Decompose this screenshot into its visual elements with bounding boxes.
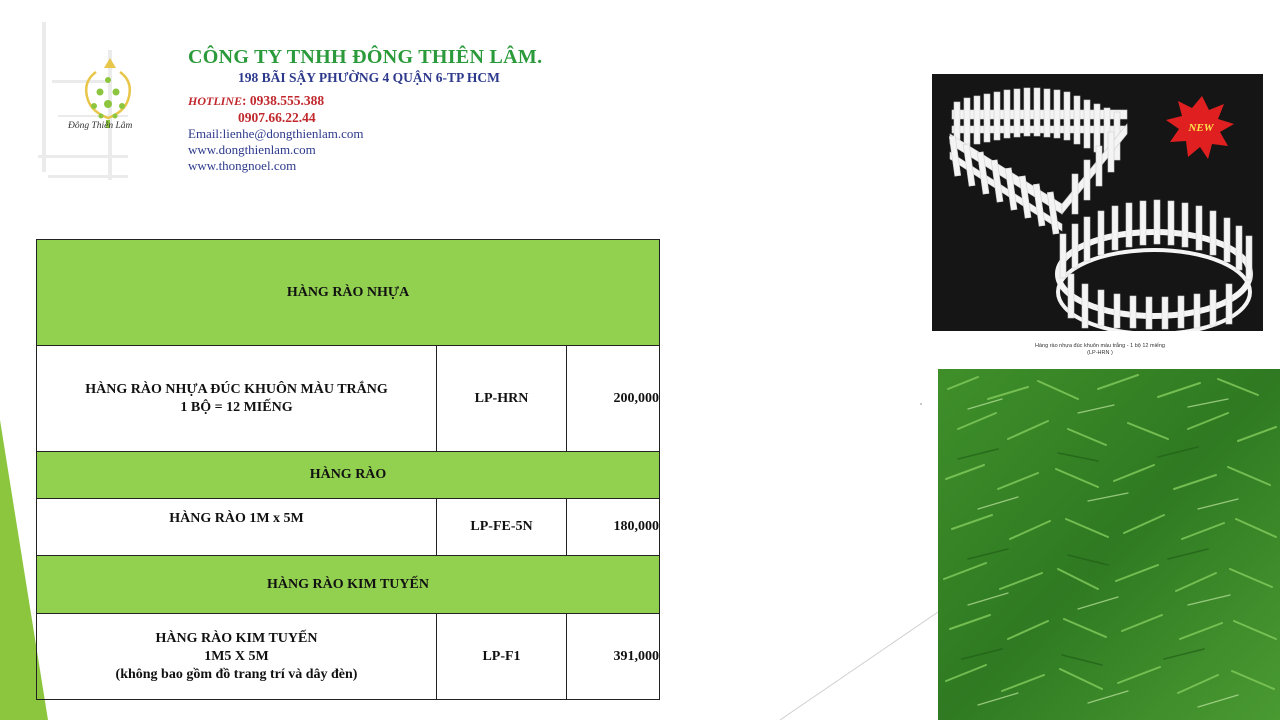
hotline-row: HOTLINE: 0938.555.388	[188, 93, 325, 108]
hotline-number-1: 0938.555.388	[249, 93, 325, 108]
company-address: 198 BÃI SẬY PHƯỜNG 4 QUẬN 6-TP HCM	[238, 70, 500, 85]
caption-line-2: (LP-HRN )	[1087, 350, 1113, 356]
caption-line-1: Hàng rào nhựa đúc khuôn màu trắng - 1 bộ 12 miếng	[1035, 343, 1165, 349]
table-row	[37, 346, 660, 452]
row-1-code: LP-HRN	[437, 346, 567, 452]
row-1-price: 200,000	[567, 346, 660, 452]
row-2-description: HÀNG RÀO 1M x 5M	[37, 499, 437, 556]
table-row	[37, 614, 660, 700]
fence-photo-caption	[980, 343, 1220, 357]
new-badge-icon	[1166, 96, 1234, 159]
row-2-code: LP-FE-5N	[437, 499, 567, 556]
row-3-desc-line-1: HÀNG RÀO KIM TUYẾN	[155, 630, 318, 646]
website-link-1[interactable]: www.dongthienlam.com	[188, 142, 316, 157]
new-badge-text: NEW	[1188, 122, 1214, 134]
plastic-fence-photo	[932, 74, 1263, 331]
row-3-code: LP-F1	[437, 614, 567, 700]
email-text: Email:lienhe@dongthienlam.com	[188, 126, 364, 141]
price-table	[36, 239, 660, 700]
logo-text: Đông Thiên Lâm	[68, 121, 133, 131]
section-title-fence: HÀNG RÀO	[37, 452, 660, 499]
row-description	[37, 346, 437, 452]
company-name: CÔNG TY TNHH ĐÔNG THIÊN LÂM.	[188, 46, 543, 68]
website-link-2[interactable]: www.thongnoel.com	[188, 158, 297, 173]
row-1-desc-line-1: HÀNG RÀO NHỰA ĐÚC KHUÔN MÀU TRẮNG	[85, 381, 388, 397]
artificial-grass-photo	[938, 369, 1280, 720]
hotline-label: HOTLINE	[188, 94, 242, 108]
row-1-desc-line-2: 1 BỘ = 12 MIẾNG	[180, 399, 293, 415]
hotline-number-2: 0907.66.22.44	[238, 110, 316, 125]
row-3-desc-line-3: (không bao gồm đồ trang trí và dây đèn)	[115, 666, 358, 682]
row-2-price: 180,000	[567, 499, 660, 556]
table-row	[37, 499, 660, 556]
section-title-tinsel-fence: HÀNG RÀO KIM TUYẾN	[37, 556, 660, 614]
section-title-plastic-fence: HÀNG RÀO NHỰA	[37, 240, 660, 346]
row-3-desc-line-2: 1M5 X 5M	[204, 648, 269, 664]
row-description	[37, 614, 437, 700]
company-logo	[38, 20, 148, 200]
row-3-price: 391,000	[567, 614, 660, 700]
